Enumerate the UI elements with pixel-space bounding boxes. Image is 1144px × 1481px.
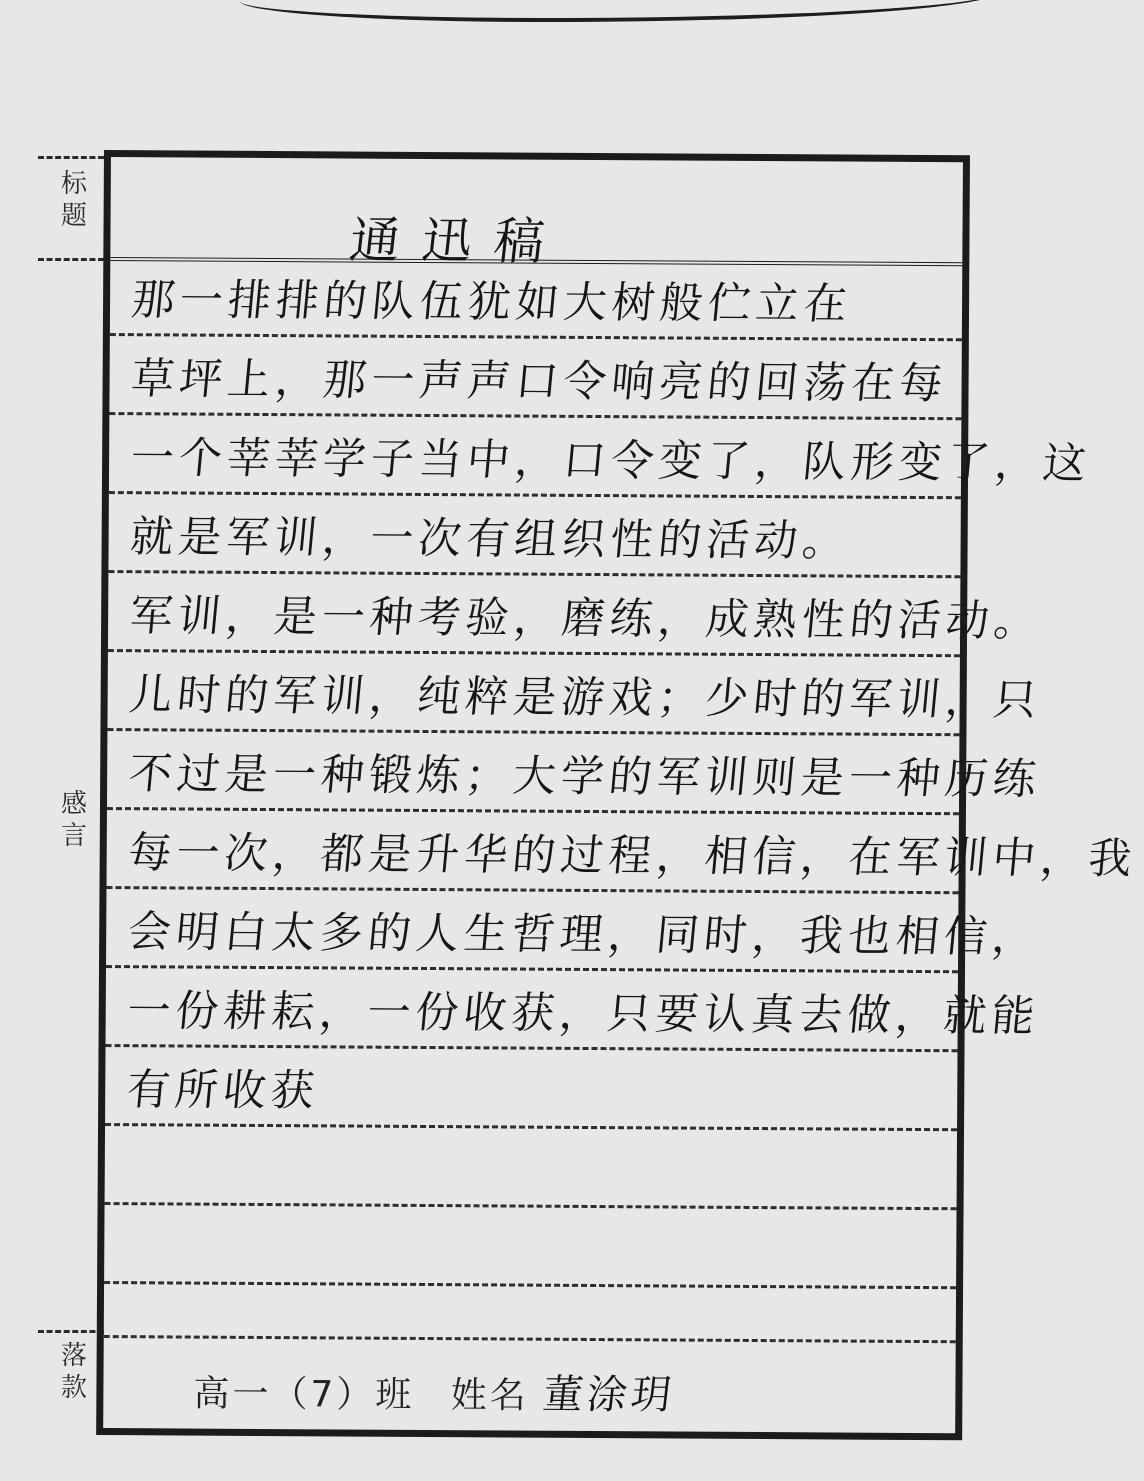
- class-label: 高一（7）班: [193, 1373, 415, 1416]
- essay-line-text: 每一次，都是升华的过程，相信，在军训中，我: [126, 828, 1139, 885]
- essay-line: [106, 810, 1139, 894]
- essay-line: [104, 1205, 956, 1289]
- name-label: 姓名: [450, 1375, 529, 1417]
- essay-line-text: [127, 1196, 947, 1201]
- essay-line: [106, 889, 1043, 973]
- student-name: 董涂玥: [540, 1371, 678, 1419]
- side-divider: [38, 156, 104, 159]
- essay-line-text: 那一排排的队伍犹如大树般伫立在: [129, 275, 855, 330]
- essay-line: [109, 415, 1094, 499]
- essay-line-text: 一个莘莘学子当中，口令变了，队形变了，这: [128, 433, 1094, 490]
- essay-line-text: 会明白太多的人生哲理，同时，我也相信，: [125, 907, 1043, 963]
- essay-line: [108, 494, 960, 578]
- signature-section-label: 落 款: [60, 1341, 87, 1403]
- essay-line: [108, 573, 1045, 657]
- essay-line: [105, 1126, 957, 1210]
- title-section-label: 标 题: [60, 169, 87, 231]
- essay-line-text: 不过是一种锻炼；大学的军训则是一种历练: [126, 749, 1044, 805]
- essay-line-text: 有所收获: [124, 1065, 322, 1117]
- essay-line: [110, 257, 962, 341]
- essay-line-text: 就是军训，一次有组织性的活动。: [127, 512, 853, 567]
- feeling-section-label: 感 言: [60, 789, 87, 851]
- essay-line: [107, 731, 1044, 815]
- signature-row: [103, 1335, 956, 1433]
- essay-line-text: 儿时的军训，纯粹是游戏；少时的军训，只: [127, 670, 1044, 726]
- side-divider: [38, 1330, 104, 1333]
- essay-line: [109, 336, 961, 420]
- side-divider: [38, 258, 104, 261]
- essay-line: [106, 968, 1042, 1052]
- essay-line-text: 一份耕耘，一份收获，只要认真去做，就能: [125, 986, 1042, 1042]
- essay-lines: [104, 257, 1139, 1289]
- page-title: 通迅稿: [346, 211, 570, 271]
- signature-text: [193, 1361, 678, 1421]
- page-edge: [240, 0, 1000, 22]
- title-row: [110, 157, 963, 271]
- essay-line: [107, 652, 1044, 736]
- essay-line-text: 军训，是一种考验，磨练，成熟性的活动。: [127, 591, 1045, 647]
- essay-line: [105, 1047, 957, 1131]
- writing-frame: [96, 150, 1139, 1440]
- essay-line-text: [126, 1275, 946, 1280]
- essay-line-text: 草坪上，那一声声口令响亮的回荡在每: [128, 354, 950, 410]
